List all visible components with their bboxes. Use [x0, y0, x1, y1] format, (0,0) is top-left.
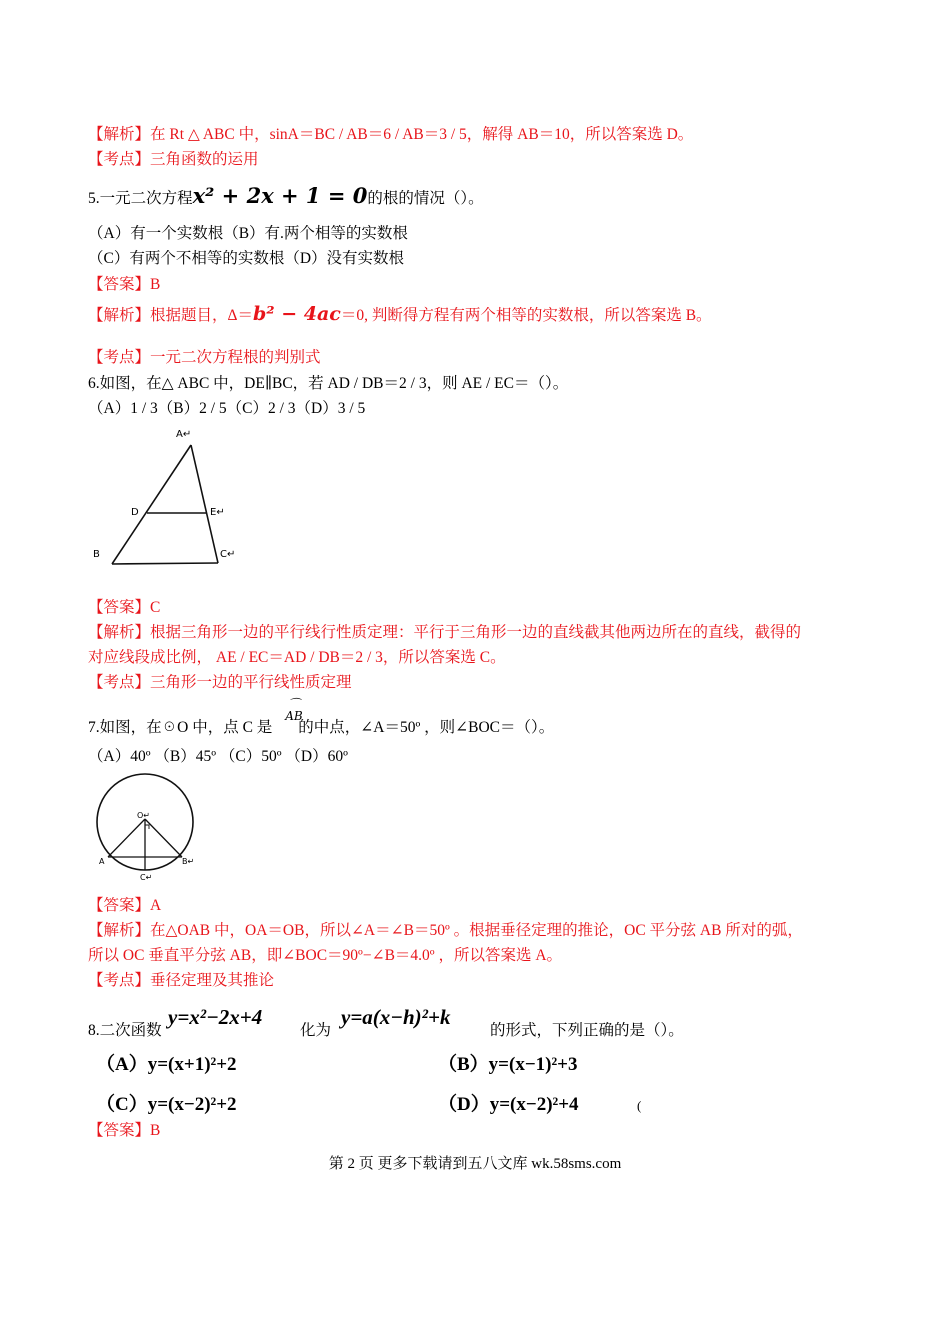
q6-side-ac [191, 445, 218, 563]
q5-options-line1: （A）有一个实数根（B）有.两个相等的实数根 [88, 225, 408, 242]
q7-label-a: A [99, 857, 105, 866]
q8-stem-pre: 8.二次函数 [88, 1022, 162, 1039]
q4-analysis: 【解析】在 Rt △ ABC 中，sinA＝BC / AB＝6 / AB＝3 / 5，解得 AB＝10，所以答案选 D。 [88, 126, 694, 143]
q5-stem [88, 183, 484, 209]
q7-analysis-line2: 所以 OC 垂直平分弦 AB，即∠BOC＝90º−∠B＝4.0º ，所以答案选 A。 [88, 947, 563, 964]
q7-label-b: B↵ [182, 857, 195, 866]
q7-radius-oa [108, 819, 145, 857]
q6-side-ab [112, 445, 191, 564]
q6-options: （A）1 / 3（B）2 / 5（C）2 / 3（D）3 / 5 [88, 400, 366, 417]
q7-knowledge-point: 【考点】垂径定理及其推论 [88, 972, 275, 989]
q8-stem [88, 1021, 162, 1041]
q8-stray-paren: ( [637, 1098, 642, 1113]
q8-option-b: （B）y=(x−1)²+3 [438, 1054, 578, 1075]
q6-label-b: B [93, 549, 100, 560]
q5-analysis [88, 304, 712, 326]
q7-arc-label: AB [285, 709, 303, 723]
q7-answer: 【答案】A [88, 897, 162, 914]
q8-option-d: （D）y=(x−2)²+4 [438, 1094, 579, 1115]
q5-options-line2: （C）有两个不相等的实数根（D）没有实数根 [88, 250, 405, 267]
q6-triangle-figure [88, 420, 248, 572]
q6-side-bc [112, 563, 218, 564]
q7-analysis-line1: 【解析】在△OAB 中，OA＝OB，所以∠A＝∠B＝50º 。根据垂径定理的推论，OC 平分弦 AB 所对的弧， [88, 922, 803, 939]
q7-stem-pre: 7.如图，在☉O 中，点 C 是 [88, 719, 273, 736]
q8-stem-post: 的形式，下列正确的是（）。 [490, 1022, 684, 1039]
q6-label-e: E↵ [210, 507, 225, 518]
q5-equation: x² + 2x + 1 = 0 [192, 183, 368, 208]
q7-stem [88, 718, 554, 738]
q6-analysis-line2: 对应线段成比例， AE / EC＝AD / DB＝2 / 3，所以答案选 C。 [88, 649, 506, 666]
q6-answer: 【答案】C [88, 599, 161, 616]
q6-label-a: A↵ [176, 429, 192, 440]
q7-circle-figure [90, 770, 210, 882]
page-footer: 第 2 页 更多下载请到五八文库 wk.58sms.com [328, 1156, 622, 1172]
q7-label-c: C↵ [140, 873, 153, 882]
q5-discriminant-formula: b² − 4ac [252, 303, 341, 325]
q7-options: （A）40º （B）45º （C）50º （D）60º [88, 748, 348, 765]
q5-analysis-post: ＝0, 判断得方程有两个相等的实数根，所以答案选 B。 [340, 307, 712, 324]
q8-answer: 【答案】B [88, 1122, 161, 1139]
q5-stem-post: 的根的情况（）。 [367, 190, 484, 207]
q7-radius-ob [145, 819, 182, 857]
q7-stem-post: 的中点，∠A＝50º ，则∠BOC＝（）。 [298, 719, 555, 736]
q6-knowledge-point: 【考点】三角形一边的平行线性质定理 [88, 674, 352, 691]
q5-answer: 【答案】B [88, 276, 161, 293]
q8-stem-mid: 化为 [300, 1022, 332, 1039]
q6-label-c: C↵ [220, 549, 236, 560]
q8-vertex-form: y=a(x−h)²+k [341, 1005, 451, 1029]
q8-function: y=x²−2x+4 [168, 1005, 263, 1029]
q5-stem-pre: 5.一元二次方程 [88, 190, 193, 207]
q5-knowledge-point: 【考点】一元二次方程根的判别式 [88, 349, 321, 366]
q4-knowledge-point: 【考点】三角函数的运用 [88, 151, 259, 168]
q7-label-o: O↵ [137, 811, 150, 820]
q6-stem: 6.如图，在△ ABC 中，DE∥BC，若 AD / DB＝2 / 3，则 AE / EC＝（）。 [88, 375, 569, 392]
arc-icon: ⌒ [287, 697, 300, 711]
q6-analysis-line1: 【解析】根据三角形一边的平行线行性质定理：平行于三角形一边的直线截其他两边所在的直线，截得的 [88, 624, 802, 641]
q8-option-a: （A）y=(x+1)²+2 [96, 1054, 237, 1075]
q6-label-d: D [131, 507, 139, 518]
q8-option-c: （C）y=(x−2)²+2 [96, 1094, 237, 1115]
q5-analysis-pre: 【解析】根据题目，Δ＝ [88, 307, 253, 324]
